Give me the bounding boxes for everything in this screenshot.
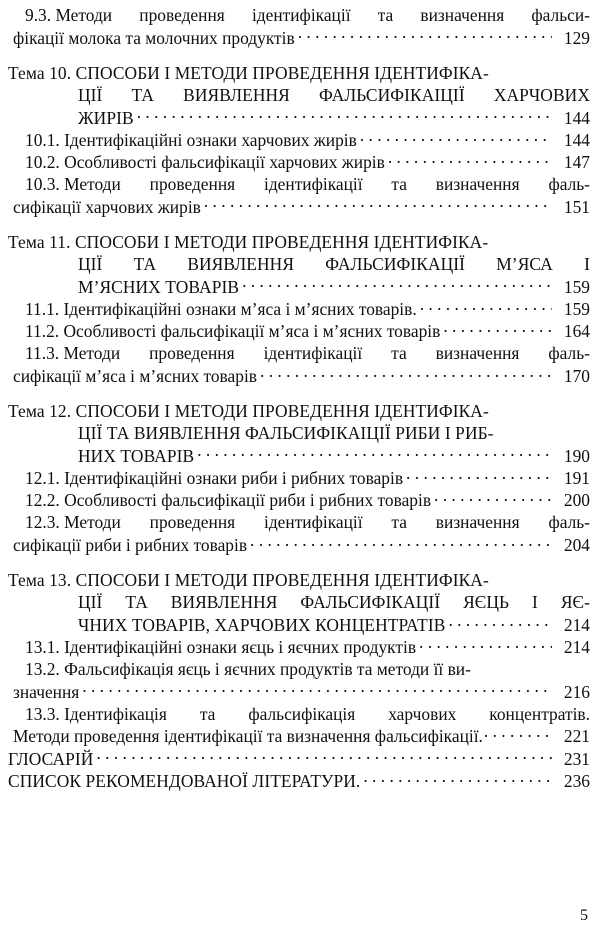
toc-page-number[interactable]: 190 [563, 445, 590, 466]
toc-entry[interactable] [8, 298, 590, 320]
toc-title-word: проведення [139, 5, 225, 25]
dot-leader [434, 489, 552, 506]
toc-entry[interactable] [8, 128, 590, 150]
toc-entry-title: сифікації м’яса і м’ясних товарів [13, 365, 257, 386]
toc-entry-title: значення [13, 681, 80, 702]
toc-entry-title [55, 4, 590, 26]
toc-title-word: та [391, 512, 407, 533]
toc-entry-title: фікації молока та молочних продуктів [13, 27, 295, 48]
toc-line [8, 444, 590, 466]
toc-title-word: фальсифікація [248, 703, 356, 724]
toc-title-word: та [199, 703, 216, 724]
toc-page-number[interactable]: 231 [563, 748, 590, 769]
toc-entry[interactable] [8, 400, 590, 467]
toc-entry-number: 11.3. [25, 343, 64, 364]
toc-line [8, 151, 590, 173]
toc-title-word: ЦІЇ [78, 84, 103, 105]
toc-entry-title: СПОСОБИ І МЕТОДИ ПРОВЕДЕННЯ ІДЕНТИФІКА- [74, 231, 489, 252]
toc-title-word: І [584, 253, 590, 274]
toc-line [8, 613, 590, 635]
toc-line [8, 62, 590, 84]
toc-entry-title: ЦІЇ ТА ВИЯВЛЕННЯ ФАЛЬСИФІКАІЦІЇ РИБИ І РИБ- [78, 423, 494, 444]
toc-page-number[interactable]: 200 [563, 490, 590, 511]
toc-title-word: визначення [420, 5, 505, 25]
toc-page-number[interactable]: 214 [563, 637, 590, 658]
toc-page-number[interactable]: 164 [563, 321, 590, 342]
toc-title-word: ЯЄ- [560, 592, 590, 613]
toc-entry-title [78, 591, 590, 613]
toc-entry[interactable] [8, 151, 590, 173]
toc-line [8, 364, 590, 386]
toc-entry-title [78, 253, 590, 275]
toc-page-number[interactable]: 159 [563, 298, 590, 319]
toc-title-word: ФАЛЬСИФІКАІЦІЇ [318, 84, 465, 105]
toc-title-word: Методи [64, 512, 121, 533]
toc-title-word: та [391, 174, 407, 195]
toc-title-word: визначення [435, 512, 520, 533]
toc-entry-title: НИХ ТОВАРІВ [78, 445, 195, 466]
toc-title-word: ТА [131, 84, 155, 105]
toc-title-word: визначення [435, 174, 520, 195]
toc-line [8, 569, 590, 591]
toc-entry-title: Особливості фальсифікації харчових жирів [64, 152, 385, 173]
toc-title-word: та [377, 5, 394, 25]
toc-page-number[interactable]: 147 [563, 152, 590, 173]
toc-line [8, 747, 590, 769]
toc-entry-number: 10.1. [25, 129, 65, 150]
toc-line [8, 173, 590, 195]
toc-title-word: ФАЛЬСИФІКАЦІЇ [300, 592, 441, 613]
toc-line [8, 275, 590, 297]
toc-entry-title [63, 342, 590, 364]
toc-entry-number: 12.2. [25, 490, 65, 511]
toc-page-number[interactable]: 159 [563, 276, 590, 297]
dot-leader [420, 298, 552, 315]
toc-entry-title: Ідентифікаційні ознаки м’яса і м’ясних товарів. [63, 298, 417, 319]
dot-leader [484, 725, 552, 742]
toc-page-number[interactable]: 144 [563, 107, 590, 128]
toc-entry[interactable] [8, 62, 590, 129]
toc-title-word: ідентифікації [263, 512, 363, 533]
toc-line [8, 298, 590, 320]
toc-entry[interactable] [8, 747, 590, 769]
toc-line [8, 128, 590, 150]
toc-line [8, 534, 590, 556]
toc-line [8, 725, 590, 747]
toc-title-word: ФАЛЬСИФІКАЦІЇ [325, 253, 466, 274]
toc-entry[interactable] [8, 703, 590, 748]
toc-entry-number: 12.1. [25, 468, 65, 489]
toc-title-word: Методи [64, 174, 121, 195]
toc-title-word: ЯЄЦЬ [463, 592, 510, 613]
toc-line [8, 26, 590, 48]
toc-entry-title [64, 173, 590, 195]
toc-entry[interactable] [8, 636, 590, 658]
dot-leader [298, 26, 552, 43]
toc-line [8, 680, 590, 702]
toc-entry-title: Особливості фальсифікації м’яса і м’ясних товарів [63, 321, 441, 342]
toc-title-word: ідентифікації [263, 174, 363, 195]
toc-entry[interactable] [8, 173, 590, 218]
toc-entry-title: СПИСОК РЕКОМЕНДОВАНОЇ ЛІТЕРАТУРИ. [8, 770, 361, 791]
toc-line [8, 703, 590, 725]
toc-page-number[interactable]: 236 [563, 770, 590, 791]
toc-entry[interactable] [8, 511, 590, 556]
toc-entry[interactable] [8, 770, 590, 792]
page-number: 5 [580, 907, 588, 924]
dot-leader [197, 444, 552, 461]
toc-entry-number: 11.2. [25, 321, 64, 342]
toc-title-word: ЦІЇ [78, 253, 103, 274]
toc-entry-number: 13.3. [25, 703, 65, 724]
toc-line [8, 4, 590, 26]
dot-leader [443, 320, 552, 337]
toc-line [8, 320, 590, 342]
toc-title-word: ідентифікації [263, 343, 363, 364]
toc-entry-number: 13.2. [25, 659, 65, 680]
toc-entry-title: Особливості фальсифікації риби і рибних товарів [64, 490, 432, 511]
dot-leader [137, 106, 552, 123]
toc-title-word: ВИЯВЛЕННЯ [183, 84, 290, 105]
toc-entry-number: 9.3. [25, 5, 56, 25]
dot-leader [204, 195, 552, 212]
toc-entry-title: Ідентифікаційні ознаки яєць і яєчних продуктів [64, 637, 417, 658]
toc-entry-title: сифікації риби і рибних товарів [13, 534, 248, 555]
toc-title-word: концентратів. [489, 703, 590, 724]
toc-line [8, 770, 590, 792]
toc-page-number[interactable]: 221 [563, 726, 590, 747]
toc-title-word: проведення [149, 512, 236, 533]
toc-entry-title: сифікації харчових жирів [13, 196, 201, 217]
toc-title-word: Ідентифікація [64, 703, 167, 724]
dot-leader [388, 151, 552, 168]
toc-entry-title: М’ЯСНИХ ТОВАРІВ [78, 276, 240, 297]
dot-leader [448, 613, 552, 630]
toc-line [8, 422, 590, 444]
toc-line [8, 400, 590, 422]
toc-title-word: Методи [63, 343, 121, 364]
toc-entry-number: Тема 11. [8, 231, 75, 252]
toc-entry[interactable] [8, 342, 590, 387]
toc-entry-number: 10.3. [25, 174, 65, 195]
toc-entry-title: Ідентифікаційні ознаки риби і рибних товарів [64, 468, 404, 489]
toc-title-word: ЦІЇ [78, 592, 103, 613]
toc-title-word: ВИЯВЛЕННЯ [170, 592, 278, 613]
toc-title-word: фальси- [531, 5, 590, 25]
toc-entry-number: Тема 13. [8, 569, 76, 590]
toc-page-number[interactable]: 216 [563, 681, 590, 702]
toc-entry-number: Тема 12. [8, 400, 76, 421]
toc-entry[interactable] [8, 467, 590, 489]
toc-title-word: фаль- [548, 512, 590, 533]
toc-page-number[interactable]: 204 [563, 534, 590, 555]
toc-entry[interactable] [8, 489, 590, 511]
toc-entry[interactable] [8, 320, 590, 342]
toc-line [8, 511, 590, 533]
toc-entry-title: ЖИРІВ [78, 107, 134, 128]
toc-line [8, 231, 590, 253]
dot-leader [242, 275, 552, 292]
dot-leader [419, 636, 552, 653]
toc-line [8, 84, 590, 106]
toc-page-number[interactable]: 214 [563, 614, 590, 635]
toc-title-word: ТА [125, 592, 148, 613]
toc-title-word: визначення [435, 343, 520, 364]
toc-entry-title: Ідентифікаційні ознаки харчових жирів [64, 129, 357, 150]
dot-leader [250, 534, 552, 551]
toc-page-number[interactable]: 144 [563, 129, 590, 150]
toc-entry-number: 11.1. [25, 298, 64, 319]
toc-line [8, 636, 590, 658]
dot-leader [406, 467, 552, 484]
toc-entry[interactable] [8, 231, 590, 298]
toc-title-word: Методи [55, 5, 113, 25]
toc-entry-number: 13.1. [25, 637, 65, 658]
toc-title-word: ТА [133, 253, 157, 274]
toc-line [8, 195, 590, 217]
toc-page-number[interactable]: 129 [563, 27, 590, 48]
toc-title-word: ХАРЧОВИХ [493, 84, 590, 105]
toc-line [8, 253, 590, 275]
toc-title-word: фаль- [548, 174, 590, 195]
toc-entry-number: Тема 10. [8, 62, 76, 83]
toc-entry-number: 12.3. [25, 512, 65, 533]
dot-leader [360, 128, 552, 145]
dot-leader [96, 747, 552, 764]
toc-title-word: ВИЯВЛЕННЯ [187, 253, 295, 274]
toc-entry[interactable] [8, 658, 590, 703]
toc-title-word: проведення [149, 343, 235, 364]
toc-title-word: харчових [388, 703, 457, 724]
toc-line [8, 106, 590, 128]
toc-line [8, 591, 590, 613]
toc-page-number[interactable]: 170 [563, 365, 590, 386]
toc-page-number[interactable]: 191 [563, 468, 590, 489]
dot-leader [260, 364, 552, 381]
toc-title-word: ідентифікації [251, 5, 351, 25]
toc-entry-title: СПОСОБИ І МЕТОДИ ПРОВЕДЕННЯ ІДЕНТИФІКА- [75, 400, 489, 421]
toc-entry-title: Методи проведення ідентифікації та визначення фальсифікації. [13, 726, 483, 747]
toc-entry-title: СПОСОБИ І МЕТОДИ ПРОВЕДЕННЯ ІДЕНТИФІКА- [75, 569, 489, 590]
toc-title-word: І [532, 592, 538, 613]
dot-leader [363, 770, 552, 787]
toc-line [8, 658, 590, 680]
toc-line [8, 342, 590, 364]
toc-line [8, 467, 590, 489]
toc-entry-title: Фальсифікація яєць і яєчних продуктів та методи її ви- [64, 659, 471, 680]
toc-line [8, 489, 590, 511]
toc-title-word: та [391, 343, 407, 364]
toc-entry-title: ГЛОСАРІЙ [8, 748, 94, 769]
toc-entry[interactable] [8, 569, 590, 636]
toc-title-word: М’ЯСА [496, 253, 553, 274]
toc-title-word: фаль- [548, 343, 590, 364]
toc-entry-title: ЧНИХ ТОВАРІВ, ХАРЧОВИХ КОНЦЕНТРАТІВ [78, 614, 446, 635]
toc-entry-title [78, 84, 590, 106]
dot-leader [82, 680, 552, 697]
toc-entry[interactable] [8, 4, 590, 49]
toc-title-word: проведення [149, 174, 236, 195]
toc-page-number[interactable]: 151 [563, 196, 590, 217]
toc-entry-number: 10.2. [25, 152, 65, 173]
toc-entry-title [64, 703, 590, 725]
toc-entry-title [64, 511, 590, 533]
toc-entry-title: СПОСОБИ І МЕТОДИ ПРОВЕДЕННЯ ІДЕНТИФІКА- [75, 62, 489, 83]
